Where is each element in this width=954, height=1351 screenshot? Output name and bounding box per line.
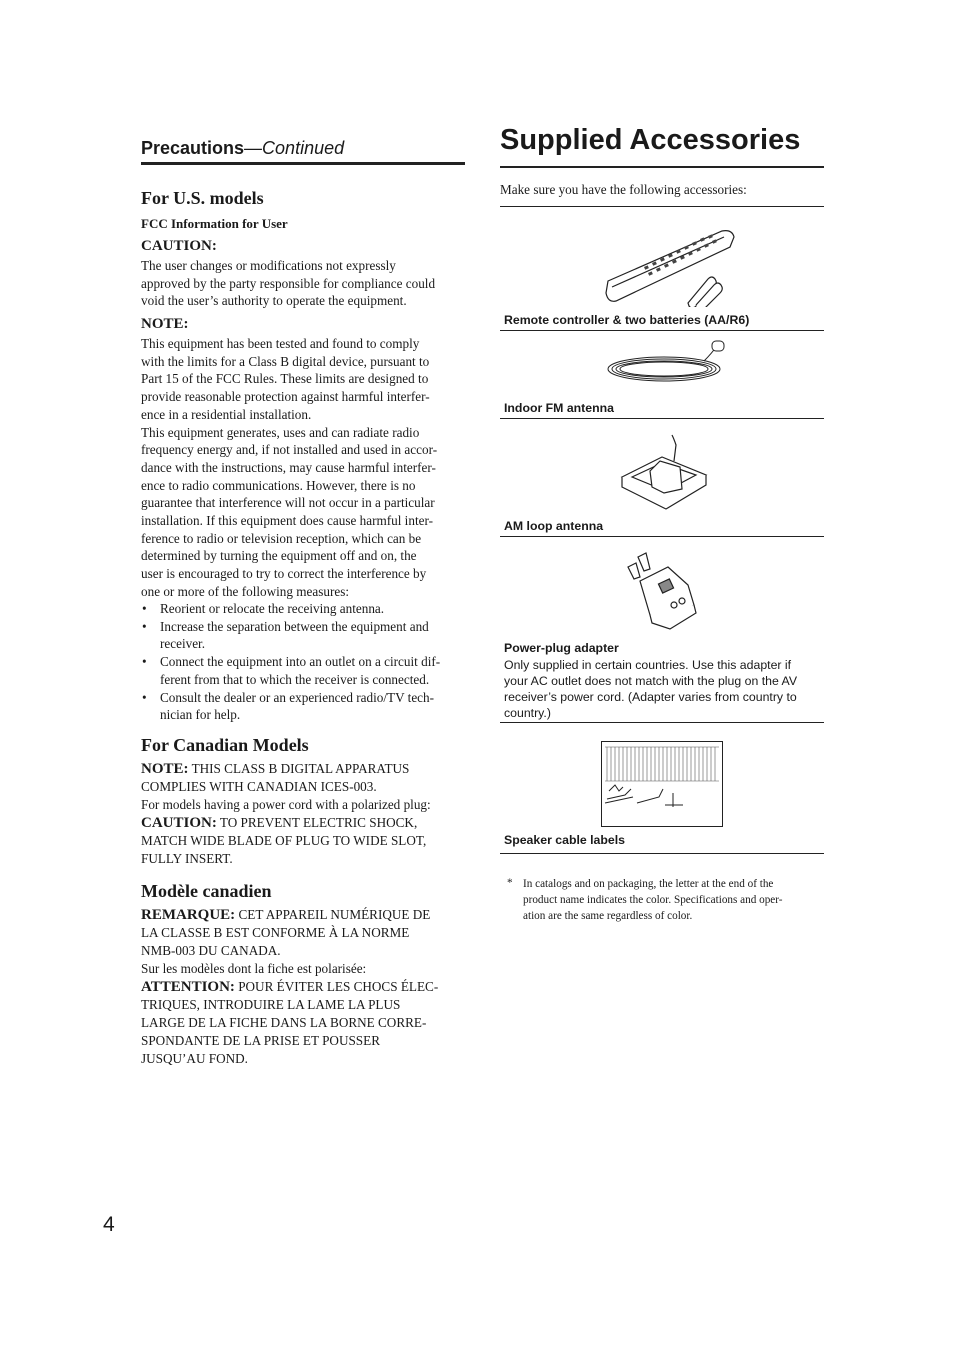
canada-caution-text: FULLY INSERT.	[141, 851, 233, 866]
caution-line: void the user’s authority to operate the equipment.	[141, 293, 407, 309]
accessory-fm-antenna	[500, 330, 824, 419]
caution-line: The user changes or modifications not expressly	[141, 258, 396, 273]
accessory-speaker-labels	[500, 722, 824, 854]
canada-caution-label: CAUTION:	[141, 815, 217, 831]
us-models-heading: For U.S. models	[141, 188, 264, 208]
battery-icon	[684, 273, 724, 307]
note-line: ence to radio communications. However, there is no	[141, 477, 416, 493]
page-number: 4	[103, 1213, 115, 1236]
note-line: This equipment generates, uses and can radiate radio	[141, 424, 420, 440]
list-item-line: • Connect the equipment into an outlet on a circuit dif-	[160, 654, 441, 670]
attention-text: SPONDANTE DE LA PRISE ET POUSSER	[141, 1033, 380, 1048]
list-item-line: • Reorient or relocate the receiving antenna.	[160, 601, 385, 616]
note-line: installation. If this equipment does cause harmful inter-	[141, 513, 433, 529]
speaker-cable-labels-icon	[601, 741, 723, 827]
canadian-models-heading: For Canadian Models	[141, 735, 309, 755]
list-item	[141, 618, 471, 653]
canada-note-text: THIS CLASS B DIGITAL APPARATUS	[191, 761, 410, 776]
accessory-remote	[500, 206, 824, 331]
canada-note	[141, 760, 471, 868]
list-item-line: ferent from that to which the receiver is connected.	[160, 671, 430, 687]
page-title: Supplied Accessories	[500, 124, 824, 168]
note-line: Part 15 of the FCC Rules. These limits are designed to	[141, 371, 429, 387]
note-text	[141, 335, 471, 601]
desc-line: your AC outlet does not match with the plug on the AV	[504, 674, 798, 688]
note-line: determined by turning the equipment off and on, the	[141, 548, 417, 564]
note-line: one or more of the following measures:	[141, 583, 350, 599]
remarque-label: REMARQUE:	[141, 907, 236, 923]
caution-label: CAUTION:	[141, 238, 217, 254]
note-line: frequency energy and, if not installed and used in accor-	[141, 442, 438, 458]
list-item	[141, 689, 471, 724]
footnote-line: ation are the same regardless of color.	[523, 910, 693, 922]
caution-line: approved by the party responsible for compliance could	[141, 275, 436, 291]
note-line: provide reasonable protection against harmful interfer-	[141, 389, 430, 405]
section-header-title: Precautions	[141, 138, 245, 158]
attention-label: ATTENTION:	[141, 979, 235, 995]
accessory-power-plug	[500, 536, 824, 723]
attention-text: POUR ÉVITER LES CHOCS ÉLEC-	[238, 979, 439, 994]
accessory-label: Speaker cable labels	[504, 833, 625, 847]
modele-canadien-heading: Modèle canadien	[141, 881, 272, 901]
list-item-line: receiver.	[160, 636, 206, 652]
measures-list	[141, 600, 471, 724]
footnote	[523, 876, 824, 924]
footnote-marker: *	[507, 877, 513, 889]
note-line: ference to radio or television reception, which can be	[141, 530, 422, 546]
section-header	[141, 138, 465, 165]
intro-text: Make sure you have the following accessories:	[500, 182, 747, 197]
section-header-continued: —Continued	[244, 138, 345, 158]
remarque-text: CET APPAREIL NUMÉRIQUE DE	[238, 907, 431, 922]
canada-plug-line: For models having a power cord with a polarized plug:	[141, 797, 431, 812]
footnote-line: product name indicates the color. Specifications and oper-	[523, 894, 783, 906]
accessory-label: AM loop antenna	[504, 519, 604, 533]
accessory-label: Remote controller & two batteries (AA/R6)	[504, 313, 750, 327]
attention-text: LARGE DE LA FICHE DANS LA BORNE CORRE-	[141, 1015, 427, 1030]
accessory-am-loop	[500, 418, 824, 537]
fm-antenna-icon	[604, 339, 744, 389]
caution-text	[141, 257, 471, 310]
canada-note-text: COMPLIES WITH CANADIAN ICES-003.	[141, 779, 377, 794]
note-line: guarantee that interference will not occur in a particular	[141, 495, 435, 511]
canada-note-label: NOTE:	[141, 761, 189, 777]
note-line: with the limits for a Class B digital device, pursuant to	[141, 353, 430, 369]
note-line: This equipment has been tested and found to comply	[141, 336, 420, 351]
attention-text: TRIQUES, INTRODUIRE LA LAME LA PLUS	[141, 997, 401, 1012]
footnote-line: In catalogs and on packaging, the letter at the end of the	[523, 878, 774, 890]
list-item-line: nician for help.	[160, 707, 241, 723]
desc-line: country.)	[504, 706, 551, 720]
remarque-text: NMB-003 DU CANADA.	[141, 943, 281, 958]
desc-line: Only supplied in certain countries. Use this adapter if	[504, 658, 792, 672]
note-label: NOTE:	[141, 316, 189, 332]
accessory-description	[504, 657, 820, 721]
right-column	[500, 124, 824, 922]
accessory-label: Indoor FM antenna	[504, 401, 614, 415]
note-line: user is encouraged to try to correct the interference by	[141, 566, 427, 582]
power-plug-adapter-icon	[622, 551, 702, 631]
accessory-label: Power-plug adapter	[504, 641, 619, 655]
fcc-heading: FCC Information for User	[141, 216, 288, 231]
list-item	[141, 653, 471, 688]
canadien-remarque	[141, 906, 471, 1068]
am-loop-antenna-icon	[616, 431, 716, 517]
list-item-line: • Increase the separation between the equipment and	[160, 618, 429, 634]
remarque-text: LA CLASSE B EST CONFORME À LA NORME	[141, 925, 410, 940]
note-line: dance with the instructions, may cause harmful interfer-	[141, 459, 436, 475]
list-item	[141, 600, 471, 618]
canada-caution-text: TO PREVENT ELECTRIC SHOCK,	[219, 815, 418, 830]
desc-line: receiver’s power cord. (Adapter varies from country to	[504, 690, 797, 704]
note-line: ence in a residential installation.	[141, 406, 312, 422]
list-item-line: • Consult the dealer or an experienced radio/TV tech-	[160, 689, 435, 705]
attention-text: JUSQU’AU FOND.	[141, 1051, 248, 1066]
fiche-line: Sur les modèles dont la fiche est polarisée:	[141, 961, 367, 976]
canada-caution-text: MATCH WIDE BLADE OF PLUG TO WIDE SLOT,	[141, 833, 427, 848]
